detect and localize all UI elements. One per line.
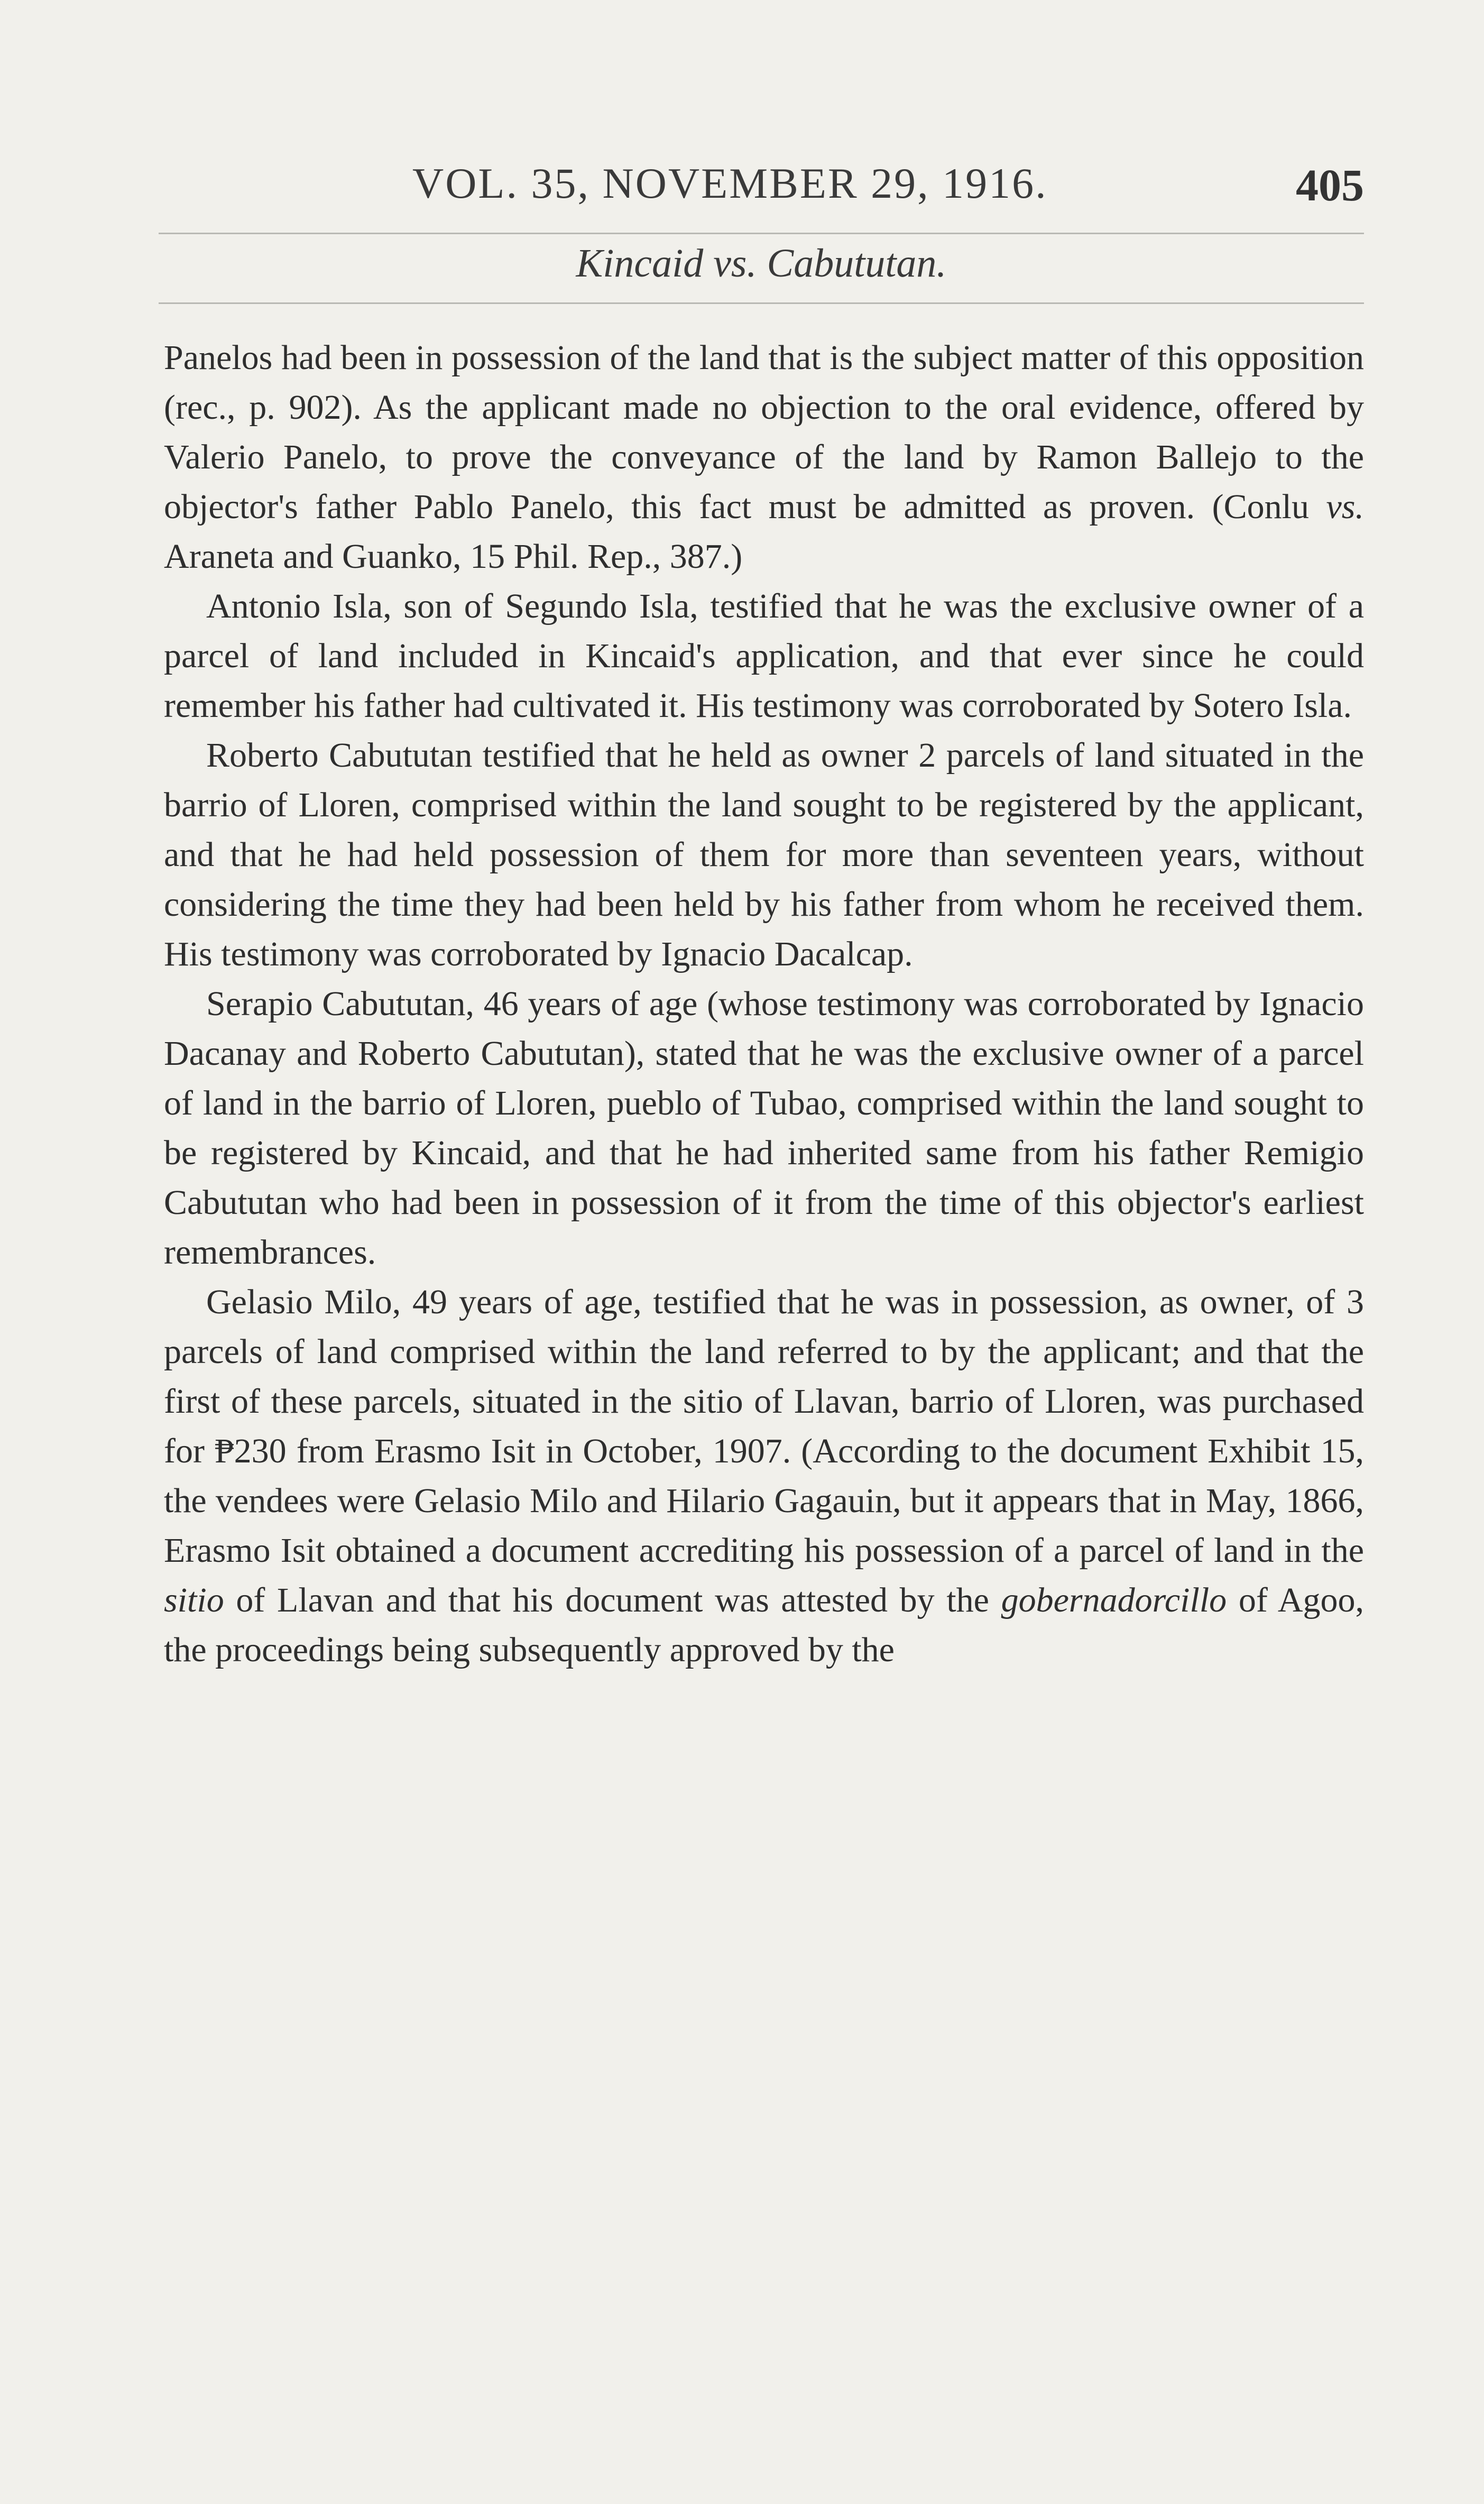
paragraph-5 <box>164 1277 1364 1675</box>
case-title: Kincaid vs. Cabututan. <box>576 241 947 286</box>
paragraph-5-italic-gobernadorcillo: gobernadorcillo <box>1001 1581 1227 1619</box>
paragraph-5-part-a: Gelasio Milo, 49 years of age, testified that he was in possession, as owner, of 3 parcels of land comprised within the land referred to by the applicant; and that the first of these parcels, situated in the sitio of Llavan, barrio of Lloren, was purchased for ₱230 from Erasmo Isit in October, 1907. (According to the document Exhibit 15, the vendees were Gelasio Milo and Hilario Gagauin, but it appears that in May, 1866, Erasmo Isit obtained a document accrediting his possession of a parcel of land in the <box>164 1283 1364 1570</box>
body-text <box>164 333 1364 1675</box>
header-rule-top <box>159 233 1364 234</box>
header-rule-bottom <box>159 302 1364 304</box>
page-number: 405 <box>1296 160 1364 210</box>
page-header <box>159 159 1364 217</box>
running-title: VOL. 35, NOVEMBER 29, 1916. <box>412 159 1048 207</box>
paragraph-5-italic-sitio: sitio <box>164 1581 224 1619</box>
paragraph-3: Roberto Cabututan testified that he held as owner 2 parcels of land situated in the barrio of Lloren, comprised within the land sought to be registered by the applicant, and that he had held possession of them for more than seventeen years, without considering the time they had been held by his father from whom he received them. His testimony was corroborated by Ignacio Dacalcap. <box>164 736 1364 973</box>
paragraph-5-part-c: of Llavan and that his document was attested by the <box>224 1581 1001 1619</box>
paragraph-5-part-e: of Agoo, the proceedings being subsequently approved by the <box>164 1581 1365 1669</box>
paragraph-1-italic-vs: vs. <box>1326 487 1364 526</box>
paragraph-2: Antonio Isla, son of Segundo Isla, testified that he was the exclusive owner of a parcel of land included in Kincaid's application, and that ever since he could remember his father had cultivated it. His testimony was corroborated by Sotero Isla. <box>164 587 1364 725</box>
paragraph-4: Serapio Cabututan, 46 years of age (whose testimony was corroborated by Ignacio Dacanay and Roberto Cabututan), stated that he was the exclusive owner of a parcel of land in the barrio of Lloren, pueblo of Tubao, comprised within the land sought to be registered by Kincaid, and that he had inherited same from his father Remigio Cabututan who had been in possession of it from the time of this objector's earliest remembrances. <box>164 984 1364 1272</box>
paragraph-1 <box>164 333 1364 582</box>
paragraph-1-part-a: Panelos had been in possession of the land that is the subject matter of this opposition (rec., p. 902). As the applicant made no objection to the oral evidence, offered by Valerio Panelo, to prove the conveyance of the land by Ramon Ballejo to the objector's father Pablo Panelo, this fact must be admitted as proven. (Conlu <box>164 338 1364 526</box>
paragraph-1-part-c: Araneta and Guanko, 15 Phil. Rep., 387.) <box>164 537 743 576</box>
